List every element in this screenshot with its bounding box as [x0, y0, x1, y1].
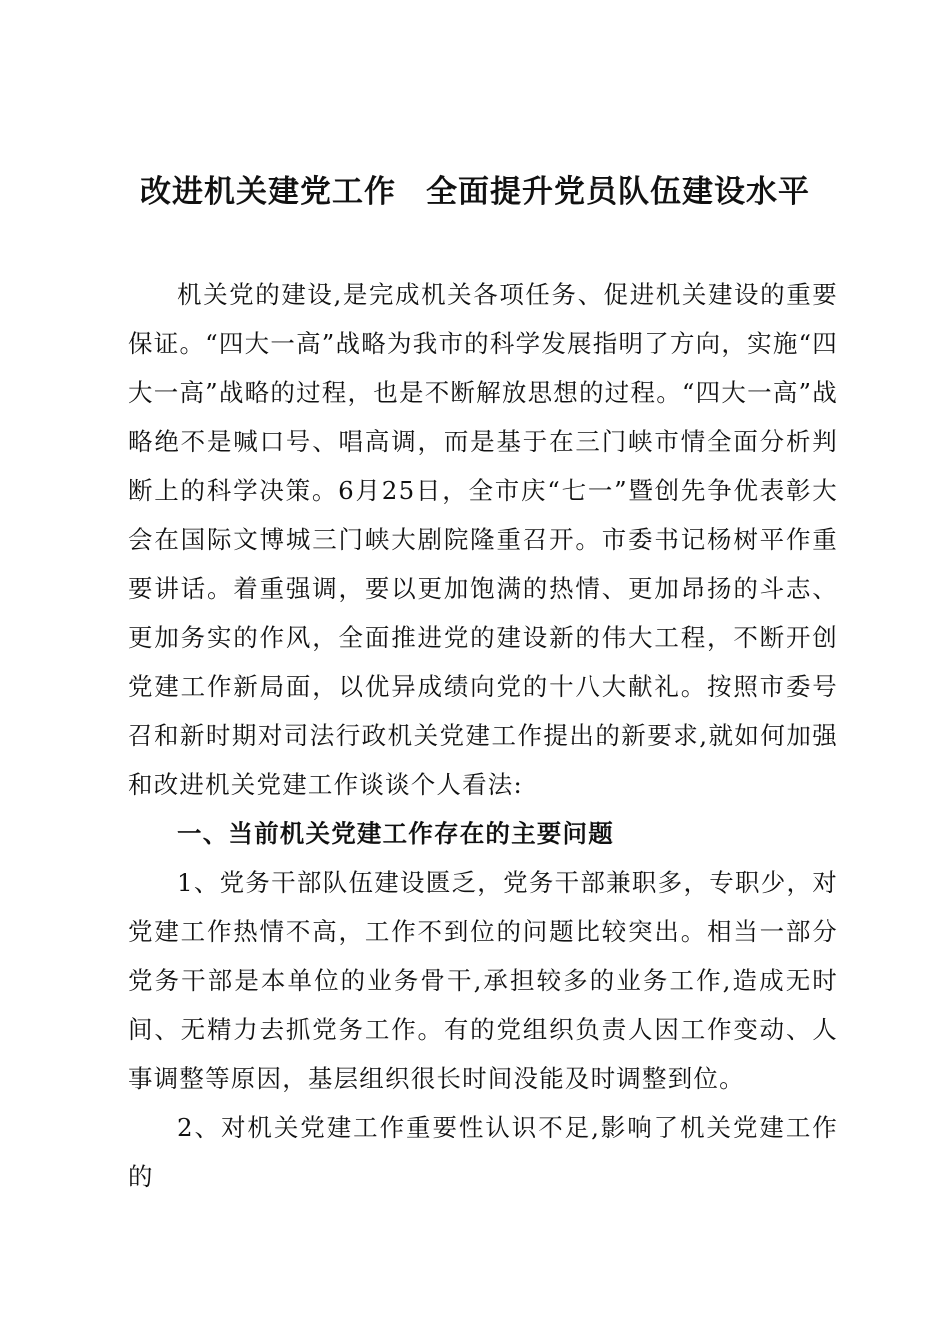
section-heading-1: 一、当前机关党建工作存在的主要问题: [177, 819, 614, 848]
document-title: [0, 168, 950, 216]
item-paragraph-1: 1、党务干部队伍建设匮乏，党务干部兼职多，专职少，对党建工作热情不高，工作不到位的问题比较突出。相当一部分党务干部是本单位的业务骨干,承担较多的业务工作,造成无时间、无精力去抓党务工作。有的党组织负责人因工作变动、人事调整等原因，基层组织很长时间没能及时调整到位。: [128, 868, 838, 1093]
document-body: [128, 270, 838, 1201]
intro-paragraph: 机关党的建设,是完成机关各项任务、促进机关建设的重要保证。“四大一高”战略为我市的科学发展指明了方向，实施“四大一高”战略的过程，也是不断解放思想的过程。“四大一高”战略绝不是喊口号、唱高调，而是基于在三门峡市情全面分析判断上的科学决策。6月25日，全市庆“七一”暨创先争优表彰大会在国际文博城三门峡大剧院隆重召开。市委书记杨树平作重要讲话。着重强调，要以更加饱满的热情、更加昂扬的斗志、更加务实的作风，全面推进党的建设新的伟大工程，不断开创党建工作新局面，以优异成绩向党的十八大献礼。按照市委号召和新时期对司法行政机关党建工作提出的新要求,就如何加强和改进机关党建工作谈谈个人看法:: [128, 280, 838, 799]
title-part-2: 全面提升党员队伍建设水平: [426, 174, 810, 210]
title-part-1: 改进机关建党工作: [140, 174, 396, 210]
item-paragraph-2: 2、对机关党建工作重要性认识不足,影响了机关党建工作的: [128, 1113, 838, 1191]
